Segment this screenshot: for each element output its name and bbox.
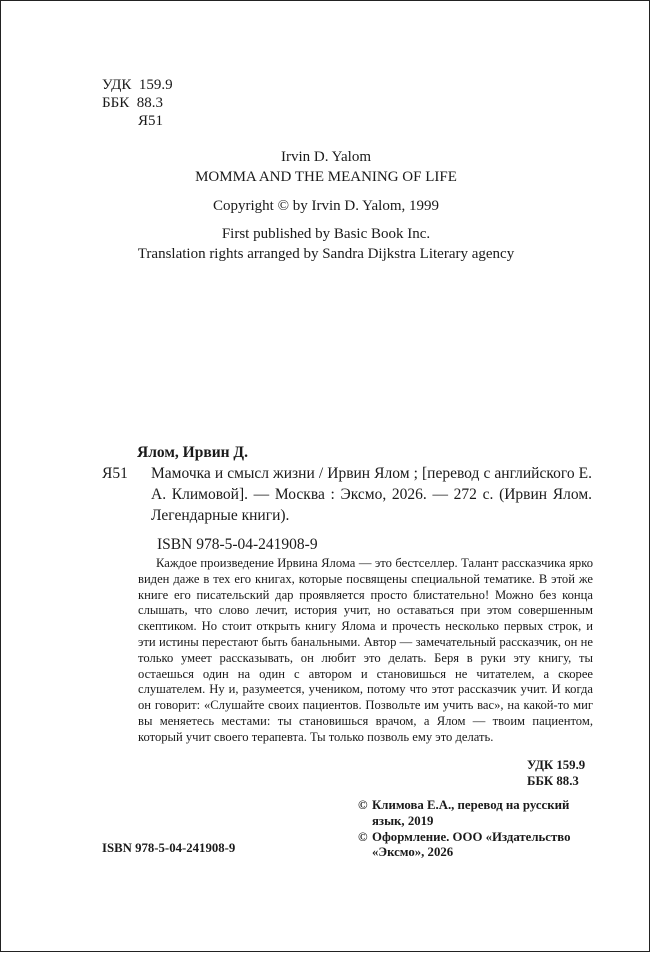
footer-isbn: ISBN 978-5-04-241908-9 bbox=[102, 841, 236, 855]
catalog-author: Ялом, Ирвин Д. bbox=[137, 444, 248, 461]
udk-label: УДК bbox=[102, 77, 132, 93]
catalog-entry-text: Мамочка и смысл жизни / Ирвин Ялом ; [перевод с английского Е. А. Климовой]. — Москва : Эксмо, 2026. — 272 с. (Ирвин Ялом. Легендарные книги). bbox=[151, 465, 592, 524]
bbk-line bbox=[102, 94, 163, 112]
original-title: MOMMA AND THE MEANING OF LIFE bbox=[195, 169, 457, 185]
original-copyright: Copyright © by Irvin D. Yalom, 1999 bbox=[213, 198, 439, 214]
author-sign: Я51 bbox=[138, 113, 164, 129]
catalog-code: Я51 bbox=[102, 465, 128, 482]
bbk-value: 88.3 bbox=[136, 95, 163, 111]
first-published: First published by Basic Book Inc. bbox=[221, 226, 431, 242]
translation-rights: Translation rights arranged by Sandra Dijkstra Literary agency bbox=[137, 246, 515, 262]
copyright-sign: © bbox=[358, 798, 368, 812]
footer-bbk: ББК 88.3 bbox=[527, 774, 579, 788]
copyright-translation-text: Климова Е.А., перевод на русский язык, 2019 bbox=[372, 798, 570, 828]
copyright-design-text: Оформление. ООО «Издательство «Эксмо», 2026 bbox=[372, 829, 571, 860]
annotation: Каждое произведение Ирвина Ялома — это бестселлер. Талант рассказчика ярко виден даже в тех его книгах, которые посвящены специальной тематике. В этой же книге его писательский дар проявляется просто блистательно! Можно без конца слышать, что слово лечит, история учит, но оставаться при этом совершенным скептиком. Но стоит открыть книгу Ялома и прочесть несколько первых строк, и эти истины перестают быть банальными. Автор — замечательный рассказчик, он не только умеет рассказывать, он любит это делать. Беря в руки эту книгу, ты остаешься один на один с автором и становишься не читателем, а скорее слушателем. Ну и, разумеется, учеником, потому что этот рассказчик учит. И когда он говорит: «Слушайте своих пациентов. Позвольте им учить вас», на какой-то миг вы меняетесь местами: ты становишься врачом, а Ялом — твоим пациентом, который учит своего терапевта. Ты только позволь ему это делать. bbox=[138, 556, 593, 744]
footer-udk: УДК 159.9 bbox=[527, 758, 586, 772]
copyright-sign: © bbox=[358, 829, 368, 844]
udk-line bbox=[102, 76, 173, 94]
catalog-description bbox=[102, 463, 592, 526]
copyright-design bbox=[358, 830, 598, 862]
catalog-isbn: ISBN 978-5-04-241908-9 bbox=[157, 536, 318, 553]
udk-value: 159.9 bbox=[138, 77, 173, 93]
catalog-entry bbox=[102, 442, 592, 555]
original-author: Irvin D. Yalom bbox=[280, 149, 371, 165]
copyright-notices bbox=[358, 798, 598, 861]
copyright-translation bbox=[358, 798, 598, 830]
bbk-label: ББК bbox=[102, 95, 130, 111]
